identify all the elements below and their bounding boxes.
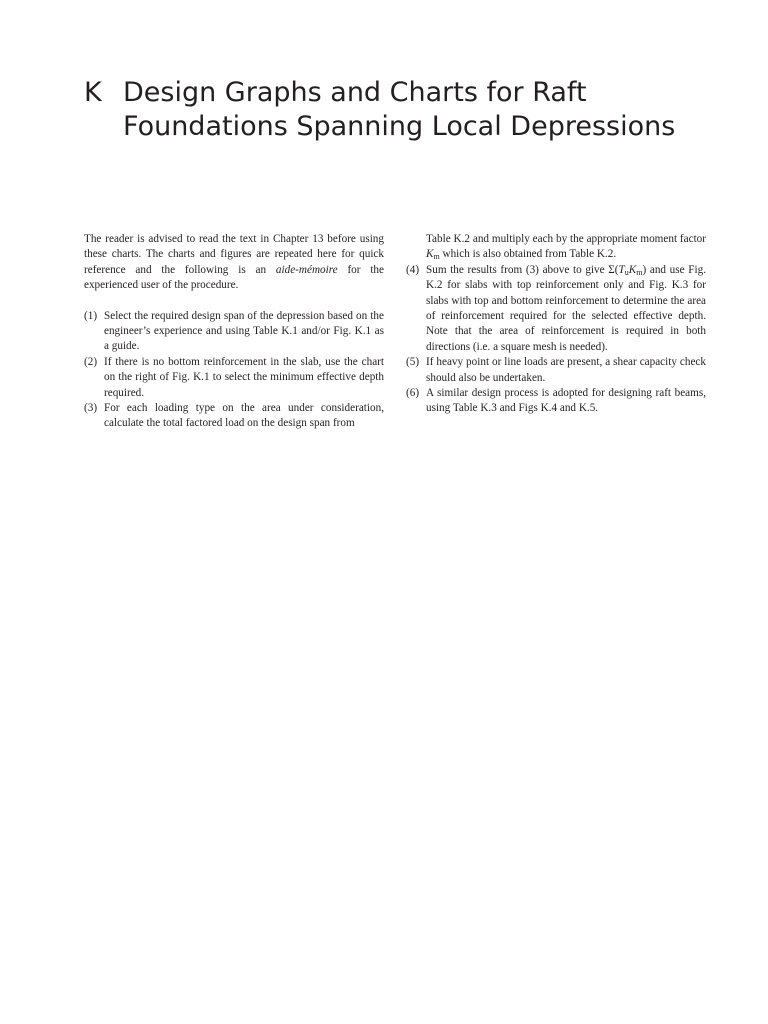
step-6: [406, 386, 706, 417]
intro-emphasis: aide-mémoire: [275, 263, 338, 276]
step-text: A similar design process is adopted for designing raft beams, using Table K.3 and Figs K.4 and K.5.: [426, 387, 706, 415]
step-4: [406, 263, 706, 355]
symbol-k: K: [426, 248, 434, 261]
symbol-k: K: [628, 263, 637, 276]
step-3-continued: [406, 232, 706, 263]
step-text: Sum the results from (3) above to give Σ(: [426, 263, 619, 276]
step-number: (1): [84, 309, 98, 322]
step-text: Select the required design span of the depression based on the engineer’s experience and using Table K.1 and/or Fig. K.1 as a guide.: [104, 309, 384, 353]
step-number: (5): [406, 356, 420, 369]
step-text: For each loading type on the area under consideration, calculate the total factored load on the design span from: [104, 402, 384, 430]
intro-paragraph: [84, 232, 384, 294]
appendix-letter: K: [84, 77, 102, 108]
step-5: [406, 355, 706, 386]
step-3: [84, 401, 384, 432]
symbol-subscript: m: [433, 252, 440, 262]
left-column: [84, 232, 384, 432]
symbol-subscript: u: [624, 267, 629, 277]
step-text: Table K.2 and multiply each by the appropriate moment factor: [426, 233, 706, 245]
step-text: If heavy point or line loads are present, a shear capacity check should also be undertaken.: [426, 356, 706, 384]
appendix-title: Design Graphs and Charts for Raft Foundations Spanning Local Depressions: [123, 77, 676, 142]
step-2: [84, 355, 384, 401]
step-number: (6): [406, 387, 420, 400]
step-text: which is also obtained from Table K.2.: [439, 248, 617, 261]
step-number: (4): [406, 263, 420, 276]
step-1: [84, 309, 384, 355]
step-text: ) and use Fig. K.2 for slabs with top reinforcement only and Fig. K.3 for slabs with top and bottom reinforcement to determine the area of reinforcement required for the selected effective depth. Note that the area of reinforcement is required in both directions (i.e. a square mesh is needed).: [426, 263, 706, 353]
right-column: [406, 232, 706, 417]
step-text: If there is no bottom reinforcement in the slab, use the chart on the right of Fig. K.1 to select the minimum effective depth required.: [104, 355, 384, 399]
symbol-t: T: [618, 263, 625, 276]
intro-text-end: for the experienced user of the procedure.: [84, 263, 384, 292]
intro-text: The reader is advised to read the text in Chapter 13 before using these charts. The charts and figures are repeated here for quick reference and the following is an: [84, 233, 384, 276]
step-number: (3): [84, 402, 98, 415]
step-number: (2): [84, 355, 98, 368]
symbol-subscript: m: [636, 267, 643, 277]
